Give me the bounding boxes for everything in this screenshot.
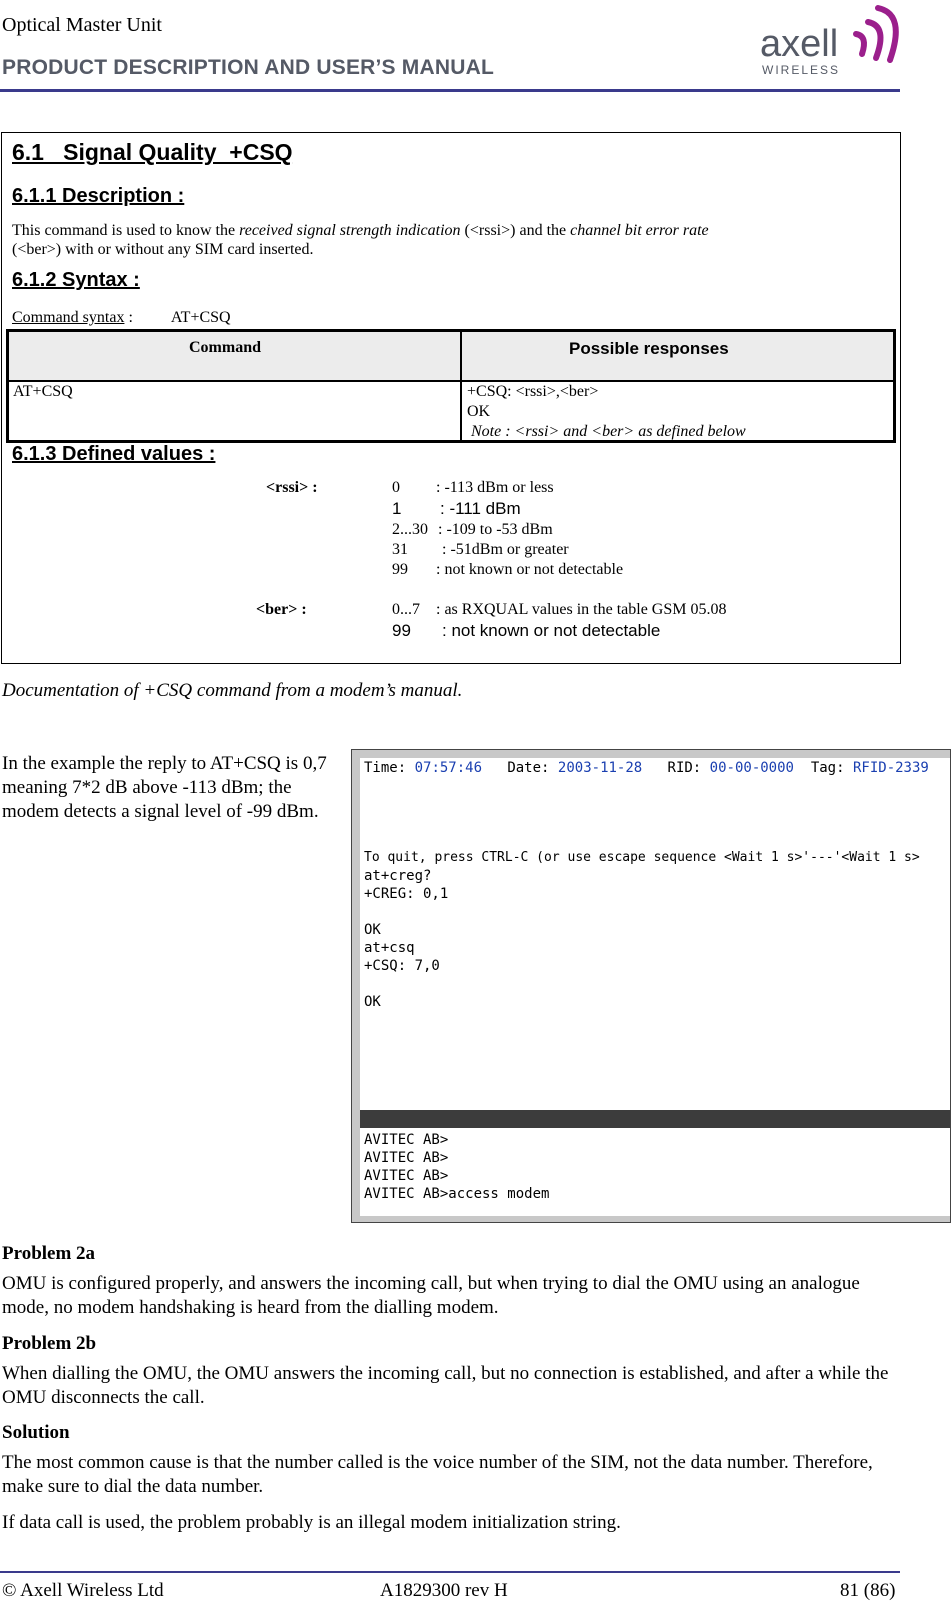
ber-desc-0: : as RXQUAL values in the table GSM 05.08 xyxy=(436,601,727,618)
terminal-line: +CREG: 0,1 xyxy=(364,886,449,902)
terminal-prompt: AVITEC AB> xyxy=(364,1168,449,1184)
rid-label: RID: xyxy=(667,760,702,776)
terminal-line: OK xyxy=(364,994,381,1010)
terminal-divider-bar xyxy=(360,1110,950,1128)
ber-code-0: 0...7 xyxy=(392,601,420,618)
description-heading: 6.1.1 Description : xyxy=(12,185,185,207)
terminal-line: +CSQ: 7,0 xyxy=(364,958,440,974)
section-heading: 6.1 Signal Quality +CSQ xyxy=(12,139,293,165)
terminal-line: at+csq xyxy=(364,940,415,956)
rssi-code-3: 31 xyxy=(392,541,408,558)
tag-value: RFID-2339 xyxy=(852,760,929,776)
terminal-screenshot xyxy=(351,749,951,1223)
logo-wave-icon xyxy=(856,8,896,60)
problem-2b-title: Problem 2b xyxy=(2,1333,97,1354)
terminal-line: OK xyxy=(364,922,381,938)
rssi-desc-1: : -111 dBm xyxy=(440,499,521,518)
footer-copyright: © Axell Wireless Ltd xyxy=(2,1580,164,1601)
time-value: 07:57:46 xyxy=(414,760,483,776)
desc-text-1: This command is used to know the xyxy=(12,222,240,239)
logo-sub: WIRELESS xyxy=(762,63,841,77)
time-label: Time: xyxy=(364,760,407,776)
terminal-status-line xyxy=(364,760,929,776)
rssi-code-2: 2...30 xyxy=(392,521,428,538)
date-label: Date: xyxy=(507,760,550,776)
td-response-2: OK xyxy=(467,403,491,420)
ber-code-1: 99 xyxy=(392,621,411,640)
desc-text-2: (<rssi>) and the xyxy=(460,222,571,239)
syntax-heading: 6.1.2 Syntax : xyxy=(12,269,140,291)
rssi-desc-2: : -109 to -53 dBm xyxy=(438,521,553,538)
csq-documentation-figure xyxy=(1,132,901,664)
problem-2a-text: OMU is configured properly, and answers the incoming call, but when trying to dial the OMU using an analogue mode, no modem handshaking is heard from the dialling modem. xyxy=(2,1273,860,1318)
footer-rule xyxy=(0,1571,900,1573)
td-command: AT+CSQ xyxy=(13,383,73,400)
desc-text-3: (<ber>) with or without any SIM card inserted. xyxy=(12,241,314,258)
rssi-code-4: 99 xyxy=(392,561,408,578)
rssi-desc-4: : not known or not detectable xyxy=(436,561,624,578)
terminal-line: at+creg? xyxy=(364,868,432,884)
td-response-note: Note : <rssi> and <ber> as defined below xyxy=(471,423,746,440)
rssi-code-1: 1 xyxy=(392,499,402,518)
terminal-prompt: AVITEC AB>access modem xyxy=(364,1186,550,1202)
desc-italic-1: received signal strength indication xyxy=(239,222,461,239)
rssi-code-0: 0 xyxy=(392,479,400,496)
logo-word: axell xyxy=(760,23,839,65)
data-call-text: If data call is used, the problem probably is an illegal modem initialization string. xyxy=(2,1512,621,1533)
solution-text: The most common cause is that the number called is the voice number of the SIM, not the data number. Therefore, make sure to dial the data number. xyxy=(2,1452,873,1497)
date-value: 2003-11-28 xyxy=(557,760,643,776)
footer-doc-number: A1829300 rev H xyxy=(380,1580,508,1601)
terminal-screen xyxy=(360,758,950,1216)
manual-title: PRODUCT DESCRIPTION AND USER’S MANUAL xyxy=(2,56,494,79)
terminal-line: To quit, press CTRL-C (or use escape sequence <Wait 1 s>'---'<Wait 1 s> xyxy=(364,850,920,865)
ber-label: <ber> : xyxy=(256,601,307,618)
terminal-prompt: AVITEC AB> xyxy=(364,1150,449,1166)
defined-values xyxy=(2,133,900,663)
problem-2a-title: Problem 2a xyxy=(2,1243,96,1264)
desc-italic-2: channel bit error rate xyxy=(570,222,709,239)
syntax-value: AT+CSQ xyxy=(170,309,231,326)
terminal-prompt: AVITEC AB> xyxy=(364,1132,449,1148)
rssi-desc-3: : -51dBm or greater xyxy=(442,541,569,558)
figure-caption: Documentation of +CSQ command from a modem’s manual. xyxy=(2,680,463,701)
ber-desc-1: : not known or not detectable xyxy=(442,621,661,640)
header-rule xyxy=(0,89,900,92)
tag-label: Tag: xyxy=(810,760,845,776)
syntax-label: Command syntax xyxy=(12,309,125,326)
td-response-1: +CSQ: <rssi>,<ber> xyxy=(467,383,599,400)
th-responses: Possible responses xyxy=(569,339,729,358)
header-unit-name: Optical Master Unit xyxy=(2,14,162,36)
axell-wireless-logo xyxy=(756,2,906,78)
rssi-desc-0: : -113 dBm or less xyxy=(436,479,554,496)
problem-2b-text: When dialling the OMU, the OMU answers the incoming call, but no connection is established, and after a while the OMU disconnects the call. xyxy=(2,1363,889,1408)
footer-page-number: 81 (86) xyxy=(840,1580,896,1601)
syntax-sep: : xyxy=(124,309,133,326)
example-paragraph: In the example the reply to AT+CSQ is 0,7 meaning 7*2 dB above -113 dBm; the modem detects a signal level of -99 dBm. xyxy=(2,753,327,822)
defined-values-heading: 6.1.3 Defined values : xyxy=(12,443,216,465)
th-command: Command xyxy=(189,339,262,356)
solution-title: Solution xyxy=(2,1422,70,1443)
rssi-label: <rssi> : xyxy=(266,479,318,496)
rid-value: 00-00-0000 xyxy=(709,760,794,776)
